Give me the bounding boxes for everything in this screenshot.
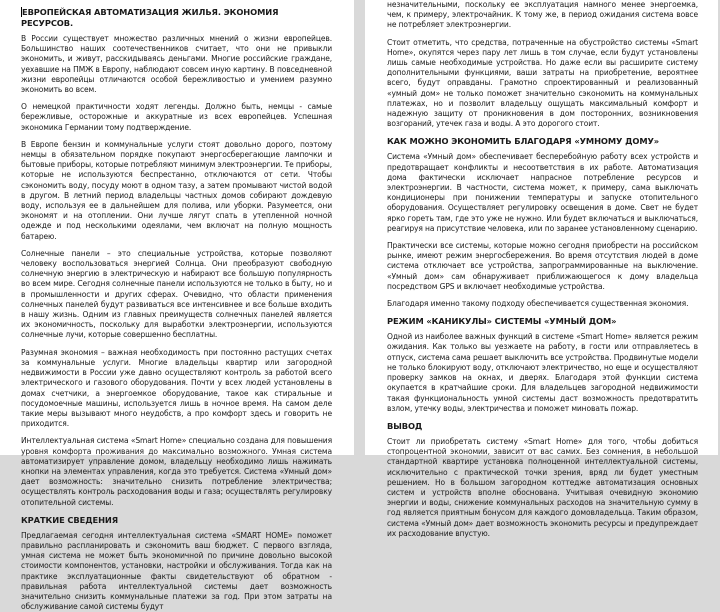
section-heading: КРАТКИЕ СВЕДЕНИЯ — [21, 514, 119, 525]
paragraph: незначительными, поскольку ее эксплуатация намного менее энергоемка, чем, к примеру, электрочайник. К тому же, в период ожидания система вовсе не потребляет электроэнергии. — [387, 0, 698, 30]
section-heading: ВЫВОД — [387, 420, 423, 431]
paragraph: В России существует множество различных мнений о жизни европейцев. Большинство наших соотечественников считает, что они не привыкли экономить, и живут, расскидываясь деньгами. Многие российские граждане, уехавшие на ПМЖ в Европу, наблюдают совсем иную картину. В повседневной жизни европейцы отличаются особой бережливостью и умением разумно экономить во всем. — [21, 34, 332, 95]
document-title — [21, 7, 332, 29]
paragraph: Предлагаемая сегодня интеллектуальная система «SMART HOME» поможет правильно распланировать и сэкономить ваш бюджет. С первого взгляда, умная система не может быть экономичной по причине довольно высокой стоимости компонентов, установки, настройки и обслуживания. Тогда как на практике эксплуатационные факты свидетельствуют об обратном - правильная работа интеллектуальной системы дает возможность значительно снизить коммунальные платежи за год. При этом затраты на обслуживание самой системы будут — [21, 530, 332, 612]
document-page-right[interactable] — [365, 0, 718, 538]
paragraph: Солнечные панели – это специальные устройства, которые позволяют человеку воспользоваться энергией Солнца. Они преобразуют свободную солнечную энергию в электрическую и набирают все большую популярность во всем мире. Сегодня солнечные панели используются не только в быту, но и в промышленности и других сферах. Очевидно, что области применения солнечных панелей будут развиваться все интенсивнее и все больше входить в нашу жизнь. Одним из главных преимуществ солнечных панелей является их экономичность, поскольку для выработки электроэнергии, используются солнечные лучи, которые совершенно бесплатны. — [21, 248, 332, 340]
paragraph: Благодаря именно такому подходу обеспечивается существенная экономия. — [387, 299, 689, 309]
paragraph: Стоит отметить, что средства, потраченные на обустройство системы «Smart Home», окупятся через пару лет лишь в том случае, если будут установлены лишь самые необходимые устройства. Но даже если вы расширите систему дополнительными функциями, ваши затраты на приобретение, вероятнее всего, будут оправданы. Грамотно спроектированный и реализованный «умный дом» не только поможет значительно сэкономить на коммунальных платежах, но и позволит владельцу ощущать максимальный комфорт и надежную защиту от проникновения в дом посторонних, возникновения возгораний, утечек газа и воды. А это дорогого стоит. — [387, 37, 698, 129]
paragraph: В Европе бензин и коммунальные услуги стоят довольно дорого, поэтому немцы в обязательном порядке покупают энергосберегающие лампочки и бытовые приборы, которые потребляют минимум электроэнергии. Те приборы, которые не используются беспрестанно, отключаются от сети. Чтобы сэкономить воду, посуду моют в одном тазу, а затем промывают чистой водой в другом. В летний период владельцы частных домов собирают дождевую воду, используя ее в дальнейшем для полива, или уборки. Разумеется, они экономят и на отоплении. Они лучше лягут спать в утепленной ночной одежде и под несколькими одеялами, чем включат на полную мощность батарею. — [21, 139, 332, 241]
paragraph: О немецкой практичности ходят легенды. Должно быть, немцы - самые бережливые, осторожные и аккуратные из всех европейцев. Успешная экономика Германии тому подтверждение. — [21, 102, 332, 132]
section-heading: КАК МОЖНО ЭКОНОМИТЬ БЛАГОДАРЯ «УМНОМУ ДОМУ» — [387, 136, 660, 147]
section-heading: РЕЖИМ «КАНИКУЛЫ» СИСТЕМЫ «УМНЫЙ ДОМ» — [387, 316, 617, 327]
paragraph: Практически все системы, которые можно сегодня приобрести на российском рынке, имеют режим энергосбережения. Во время отсутствия людей в доме система отключает все устройства, запрограммированные на выключение. «Умный дом» сам обнаруживает приближающегося к дому владельца посредством GPS и включает необходимые устройства. — [387, 241, 698, 291]
document-page-left[interactable] — [0, 0, 354, 612]
paragraph: Интеллектуальная система «Smart Home» специально создана для повышения уровня комфорта проживания до максимально возможного. Умная система автоматизирует управление домом, владельцу необходимо лишь нажимать кнопки на элементах управления, когда это требуется. Система «Умный дом» дает возможность: значительно снизить потребление электричества; осуществлять контроль расходования воды и газа; осуществлять регулировку отопительной системы. — [21, 436, 332, 507]
paragraph: Одной из наиболее важных функций в системе «Smart Home» является режим ожидания. Как только вы уезжаете на работу, в гости или отправляетесь в отпуск, система сама решает выключить все устройства. Продвинутые модели не только блокируют воду, отключают электричество, но еще и осуществляют проверку замков на окнах, и дверях. Благодаря этой функции система окупается в кратчайшие сроки. Для владельцев загородной недвижимости такая функциональность умной системы даст возможность предотвратить взлом, утечку воды, электричества и поможет миновать пожар. — [387, 332, 698, 413]
paragraph: Разумная экономия – важная необходимость при постоянно растущих счетах за коммунальные услуги. Многие владельцы квартир или загородной недвижимости в России уже давно осуществляют контроль за работой всего электрического и газового оборудования. Почти у всех людей установлены в домах счетчики, а энергоемкое оборудование, такое как стиральные и посудомоечные машины, используется лишь в ночное время. На самом деле такие меры вызывают много неудобств, а про комфорт здесь и говорить не приходится. — [21, 347, 332, 429]
paragraph: Система «Умный дом» обеспечивает бесперебойную работу всех устройств и предотвращает конфликты и несоответствия в их работе. Автоматизация дома фактически исключает напрасное потребление ресурсов и электроэнергии. В частности, система может, к примеру, сама выключать кондиционеры при понижении температуры и запуске отопительного оборудования. Осуществляет регулировку освещения в доме. Свет не будет ярко гореть там, где это уже не нужно. Или будет включаться и выключаться, реагируя на присутствие человека, или по заранее установленному сценарию. — [387, 152, 698, 233]
document-title-text: ЕВРОПЕЙСКАЯ АВТОМАТИЗАЦИЯ ЖИЛЬЯ. ЭКОНОМИЯ РЕСУРСОВ. — [21, 7, 279, 28]
paragraph: Стоит ли приобретать систему «Smart Home» для того, чтобы добиться стопроцентной экономии, зависит от вас самих. Без сомнения, в небольшой стандартной квартире установка полноценной интеллектуальной системы, исключительно с практической точки зрения, вряд ли будет уместным решением. Но в большом загородном коттедже автоматизация основных систем и устройств вполне обоснована. Учитывая очевидную экономию энергии и воды, снижение коммунальных расходов на значительную сумму в год является приятным бонусом для каждого домовладельца. Таким образом, система «Умный дом» дает возможность экономить ресурсы и предупреждает их расходование впустую. — [387, 436, 698, 538]
